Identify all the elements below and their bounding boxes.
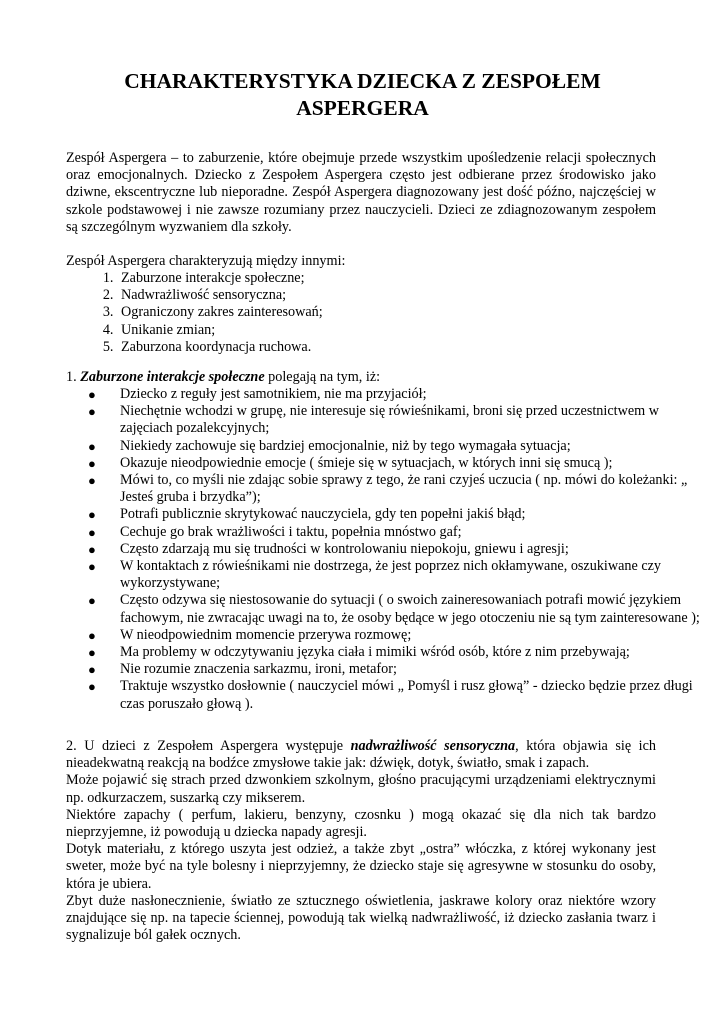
- list-item-text: Traktuje wszystko dosłownie ( nauczyciel mówi „ Pomyśl i rusz głową” - dziecko będzie przez długi czas poruszało głową ).: [120, 678, 693, 712]
- bullet-icon: ●: [88, 627, 96, 643]
- section2-paragraph: Dotyk materiału, z którego uszyta jest odzież, a także zbyt „ostra” włóczka, z której wykonany jest sweter, może być na tyle bolesny i nieprzyjemny, że dziecko staje się agresywne w stosunku do osoby, która je ubiera.: [66, 841, 656, 892]
- list-item: [88, 540, 710, 558]
- list-item-text: Niechętnie wchodzi w grupę, nie interesuje się rówieśnikami, broni się przed uczestnictwem w zajęciach pozalekcyjnych;: [120, 403, 659, 437]
- features-list: [66, 270, 677, 356]
- list-item-text: Okazuje nieodpowiednie emocje ( śmieje się w sytuacjach, w których inni się smucą );: [120, 454, 613, 471]
- list-item-text: Niekiedy zachowuje się bardziej emocjonalnie, niż by tego wymagała sytuacja;: [120, 437, 571, 454]
- list-item-text: Dziecko z reguły jest samotnikiem, nie ma przyjaciół;: [120, 386, 427, 402]
- list-item: 5. Zaburzona koordynacja ruchowa.: [117, 339, 677, 356]
- section1-bullet-list: [66, 386, 710, 713]
- bullet-icon: ●: [88, 662, 96, 678]
- page-title: CHARAKTERYSTYKA DZIECKA Z ZESPOŁEM ASPERGERA: [124, 69, 601, 120]
- bullet-icon: ●: [88, 524, 96, 540]
- bullet-icon: ●: [88, 455, 96, 471]
- list-item: [88, 678, 710, 712]
- list-item: 1. Zaburzone interakcje społeczne;: [117, 270, 677, 287]
- section2-paragraph: Zbyt duże nasłonecznienie, światło ze sztucznego oświetlenia, jaskrawe kolory oraz niektóre wzory znajdujące się np. na tapecie ściennej, powodują tak wielką nadwrażliwość, iż dziecko zasłania twarz i sygnalizuje ból gałek ocznych.: [66, 892, 656, 944]
- bullet-icon: ●: [88, 507, 96, 523]
- list-item: [88, 644, 710, 661]
- list-item: [88, 472, 710, 506]
- list-item-text: W kontaktach z rówieśnikami nie dostrzega, że jest poprzez nich okłamywane, oszukiwane czy wykorzystywane;: [120, 558, 662, 592]
- list-item: 4. Unikanie zmian;: [117, 322, 677, 339]
- bullet-icon: ●: [88, 404, 96, 420]
- list-item: [88, 454, 710, 472]
- list-item: [88, 626, 710, 644]
- section2-paragraph: Niektóre zapachy ( perfum, lakieru, benzyny, czosnku ) mogą okazać się dla nich tak bardzo nieprzyjemne, iż powodują u dziecka napady agresji.: [66, 806, 656, 841]
- list-item: [88, 437, 710, 455]
- bullet-icon: ●: [88, 559, 96, 575]
- bullet-icon: ●: [88, 541, 96, 557]
- section1-term: Zaburzone interakcje społeczne: [80, 369, 265, 385]
- intro-paragraph: Zespół Aspergera – to zaburzenie, które obejmuje przede wszystkim upośledzenie relacji społecznych oraz emocjonalnych. Dziecko z Zespołem Aspergera często jest odbierane przez środowisko jako dziwne, ekscentryczne lub nieporadne. Zespół Aspergera diagnozowany jest dość późno, najczęściej w szkole podstawowej i nie zawsze rozumiany przez nauczycieli. Dzieci ze zdiagnozowanym zespołem są szczególnym wyzwaniem dla szkoły.: [66, 150, 656, 235]
- list-item: [88, 661, 710, 678]
- list-item-text: Potrafi publicznie skrytykować nauczyciela, gdy ten popełni jakiś błąd;: [120, 506, 526, 523]
- section1-prefix: 1.: [66, 369, 81, 385]
- section2-term: nadwrażliwość sensoryczna: [350, 738, 516, 754]
- list-item: [88, 558, 710, 592]
- list-item-text: Nie rozumie znaczenia sarkazmu, ironi, metafor;: [120, 661, 397, 678]
- list-item-text: Często zdarzają mu się trudności w kontrolowaniu niepokoju, gniewu i agresji;: [120, 540, 569, 557]
- features-intro: Zespół Aspergera charakteryzują między innymi:: [66, 253, 346, 269]
- list-item: [88, 386, 710, 403]
- bullet-icon: ●: [88, 438, 96, 454]
- list-item-text: Cechuje go brak wrażliwości i taktu, popełnia mnóstwo gaf;: [120, 523, 462, 540]
- list-item-text: Często odzywa się niestosowanie do sytuacji ( o swoich zaineresowaniach potrafi mowić językiem fachowym, nie zwracając uwagi na to, że osoby będące w jego otoczeniu nie są tym zainteresowane );: [120, 592, 700, 626]
- list-item: [88, 592, 710, 626]
- section1-heading: [66, 369, 656, 386]
- section2-intro: [66, 738, 656, 772]
- list-item-text: W nieodpowiednim momencie przerywa rozmowę;: [120, 626, 412, 643]
- section2-prefix: 2. U dzieci z Zespołem Aspergera występuje: [66, 738, 351, 754]
- list-item: [88, 523, 710, 541]
- list-item: [88, 403, 710, 437]
- bullet-icon: ●: [88, 679, 96, 695]
- section2-paragraph: Może pojawić się strach przed dzwonkiem szkolnym, głośno pracującymi urządzeniami elektrycznymi np. odkurzaczem, suszarką czy mikserem.: [66, 772, 656, 806]
- list-item: [88, 506, 710, 523]
- bullet-icon: ●: [88, 387, 96, 402]
- list-item-text: Mówi to, co myśli nie zdając sobie sprawy z tego, że rani czyjeś uczucia ( np. mówi do koleżanki: „ Jesteś gruba i brzydka”);: [120, 472, 688, 506]
- list-item-text: Ma problemy w odczytywaniu języka ciała i mimiki wśród osób, które z nim przebywają;: [120, 644, 630, 661]
- section2: [66, 738, 656, 944]
- bullet-icon: ●: [88, 473, 96, 489]
- section2-suffix: , która objawia się ich nieadekwatną reakcją na bodźce zmysłowe takie jak: dźwięk, dotyk, światło, smak i zapach.: [66, 738, 657, 772]
- bullet-icon: ●: [88, 645, 96, 661]
- list-item: 3. Ograniczony zakres zainteresowań;: [117, 304, 677, 321]
- bullet-icon: ●: [88, 593, 96, 609]
- list-item: 2. Nadwrażliwość sensoryczna;: [117, 287, 677, 304]
- section1-suffix: polegają na tym, iż:: [264, 369, 381, 385]
